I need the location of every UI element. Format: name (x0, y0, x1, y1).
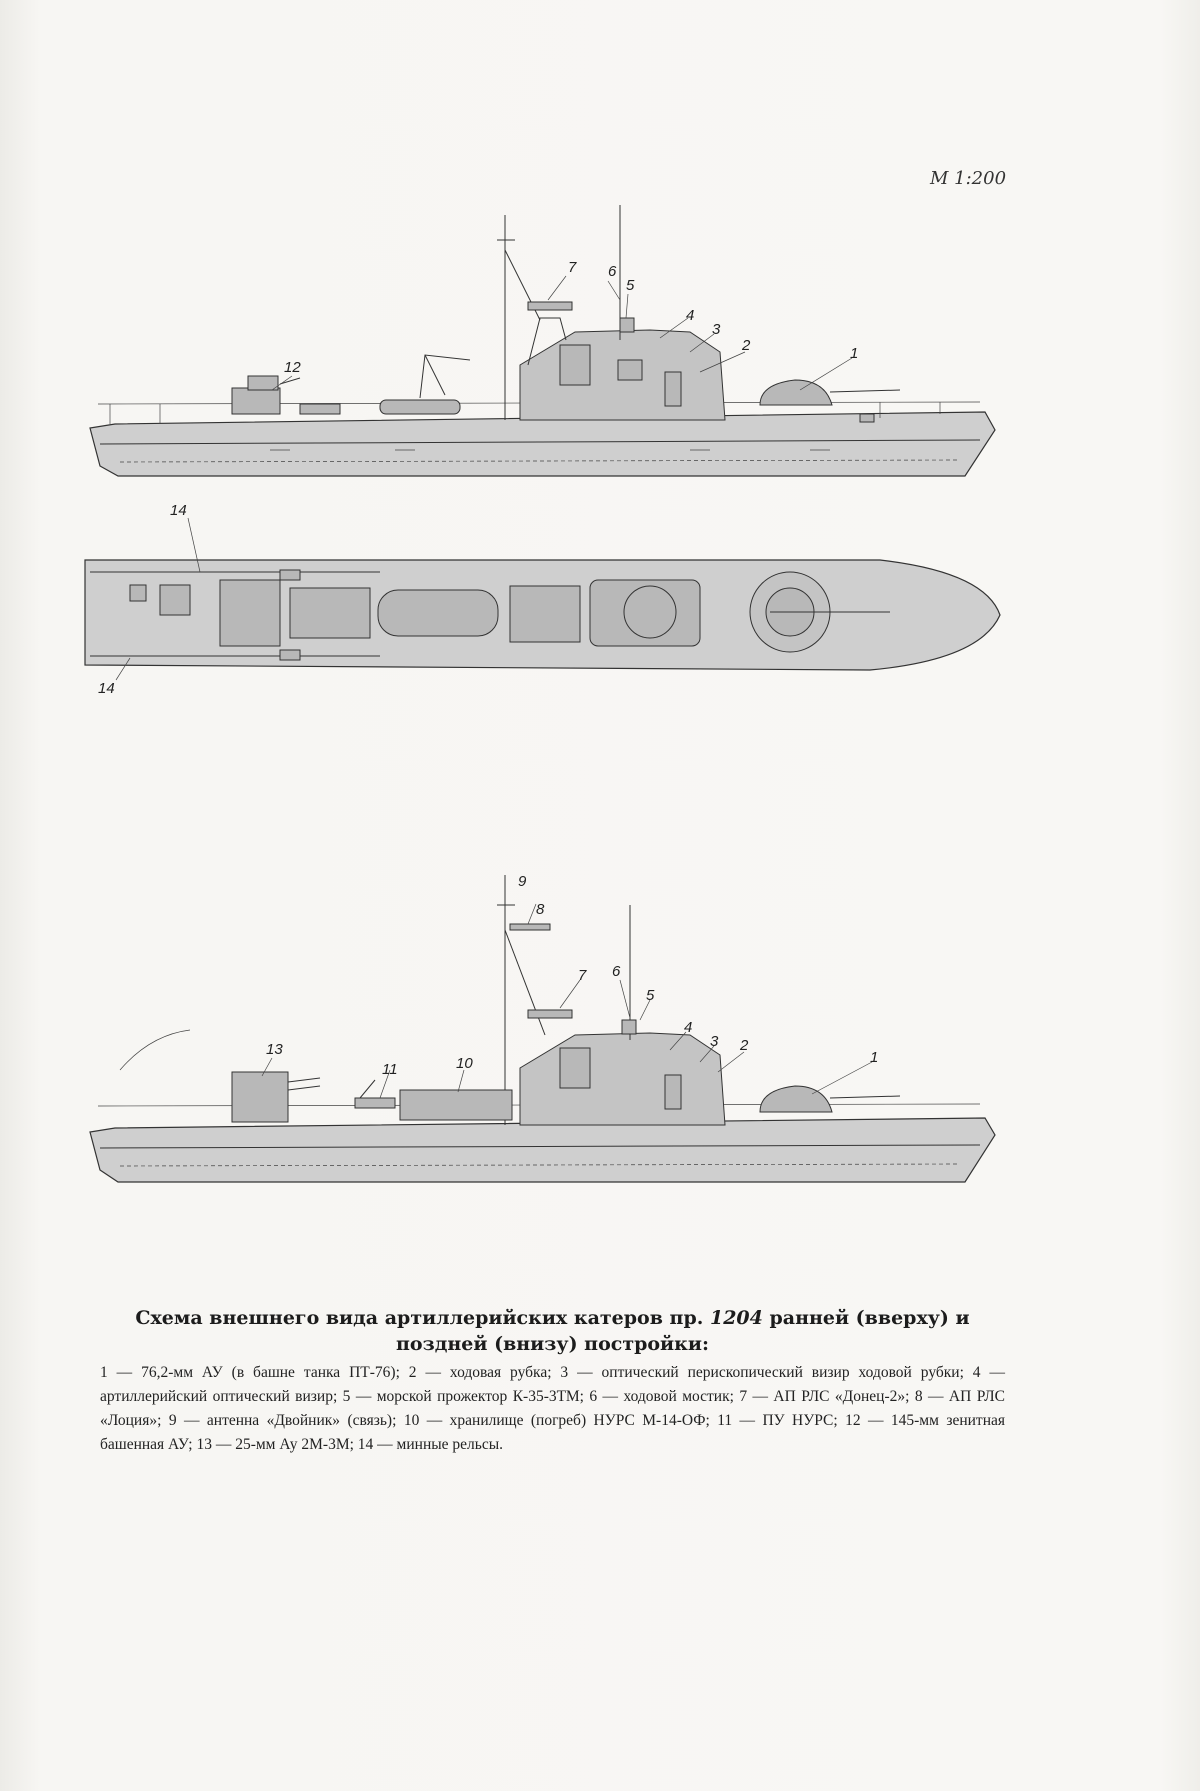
caption-title-part1: Схема внешнего вида артиллерийских катеров пр. (135, 1307, 710, 1329)
label-5: 5 (626, 277, 635, 294)
label-3: 3 (710, 1033, 719, 1050)
label-6: 6 (612, 963, 621, 980)
label-8: 8 (536, 901, 545, 918)
caption-legend: 1 — 76,2-мм АУ (в башне танка ПТ-76); 2 — ходовая рубка; 3 — оптический перископический визир ходовой рубки; 4 — артиллерийский оптический визир; 5 — морской прожектор К-35-3ТМ; 6 — ходовой мостик; 7 — АП РЛС «Донец-2»; 8 — АП РЛС «Лоция»; 9 — антенна «Двойник» (связь); 10 — хранилище (погреб) НУРС М-14-ОФ; 11 — ПУ НУРС; 12 — 145-мм зенитная башенная АУ; 13 — 25-мм Ау 2М-3М; 14 — минные рельсы. (100, 1364, 1005, 1453)
figure-caption (100, 1305, 1005, 1457)
label-2: 2 (742, 337, 751, 354)
label-2: 2 (740, 1037, 749, 1054)
label-7: 7 (568, 259, 577, 276)
label-11: 11 (382, 1061, 398, 1078)
label-5: 5 (646, 987, 655, 1004)
caption-project-number: 1204 (709, 1307, 763, 1329)
label-12: 12 (284, 359, 301, 376)
label-1: 1 (850, 345, 859, 362)
side-view-late (90, 873, 995, 1182)
caption-title-part2: ранней (вверху) и поздней (внизу) постройки: (396, 1307, 970, 1355)
label-1: 1 (870, 1049, 879, 1066)
label-9: 9 (518, 873, 527, 890)
label-6: 6 (608, 263, 617, 280)
label-4: 4 (684, 1019, 693, 1036)
label-14-bottom: 14 (98, 680, 115, 697)
label-3: 3 (712, 321, 721, 338)
caption-title (100, 1305, 1005, 1357)
label-7: 7 (578, 967, 587, 984)
label-4: 4 (686, 307, 695, 324)
side-view-early (90, 205, 995, 476)
scale-label: М 1:200 (930, 168, 1007, 189)
plan-view (85, 502, 1000, 697)
label-10: 10 (456, 1055, 473, 1072)
label-13: 13 (266, 1041, 283, 1058)
label-14-top: 14 (170, 502, 187, 519)
